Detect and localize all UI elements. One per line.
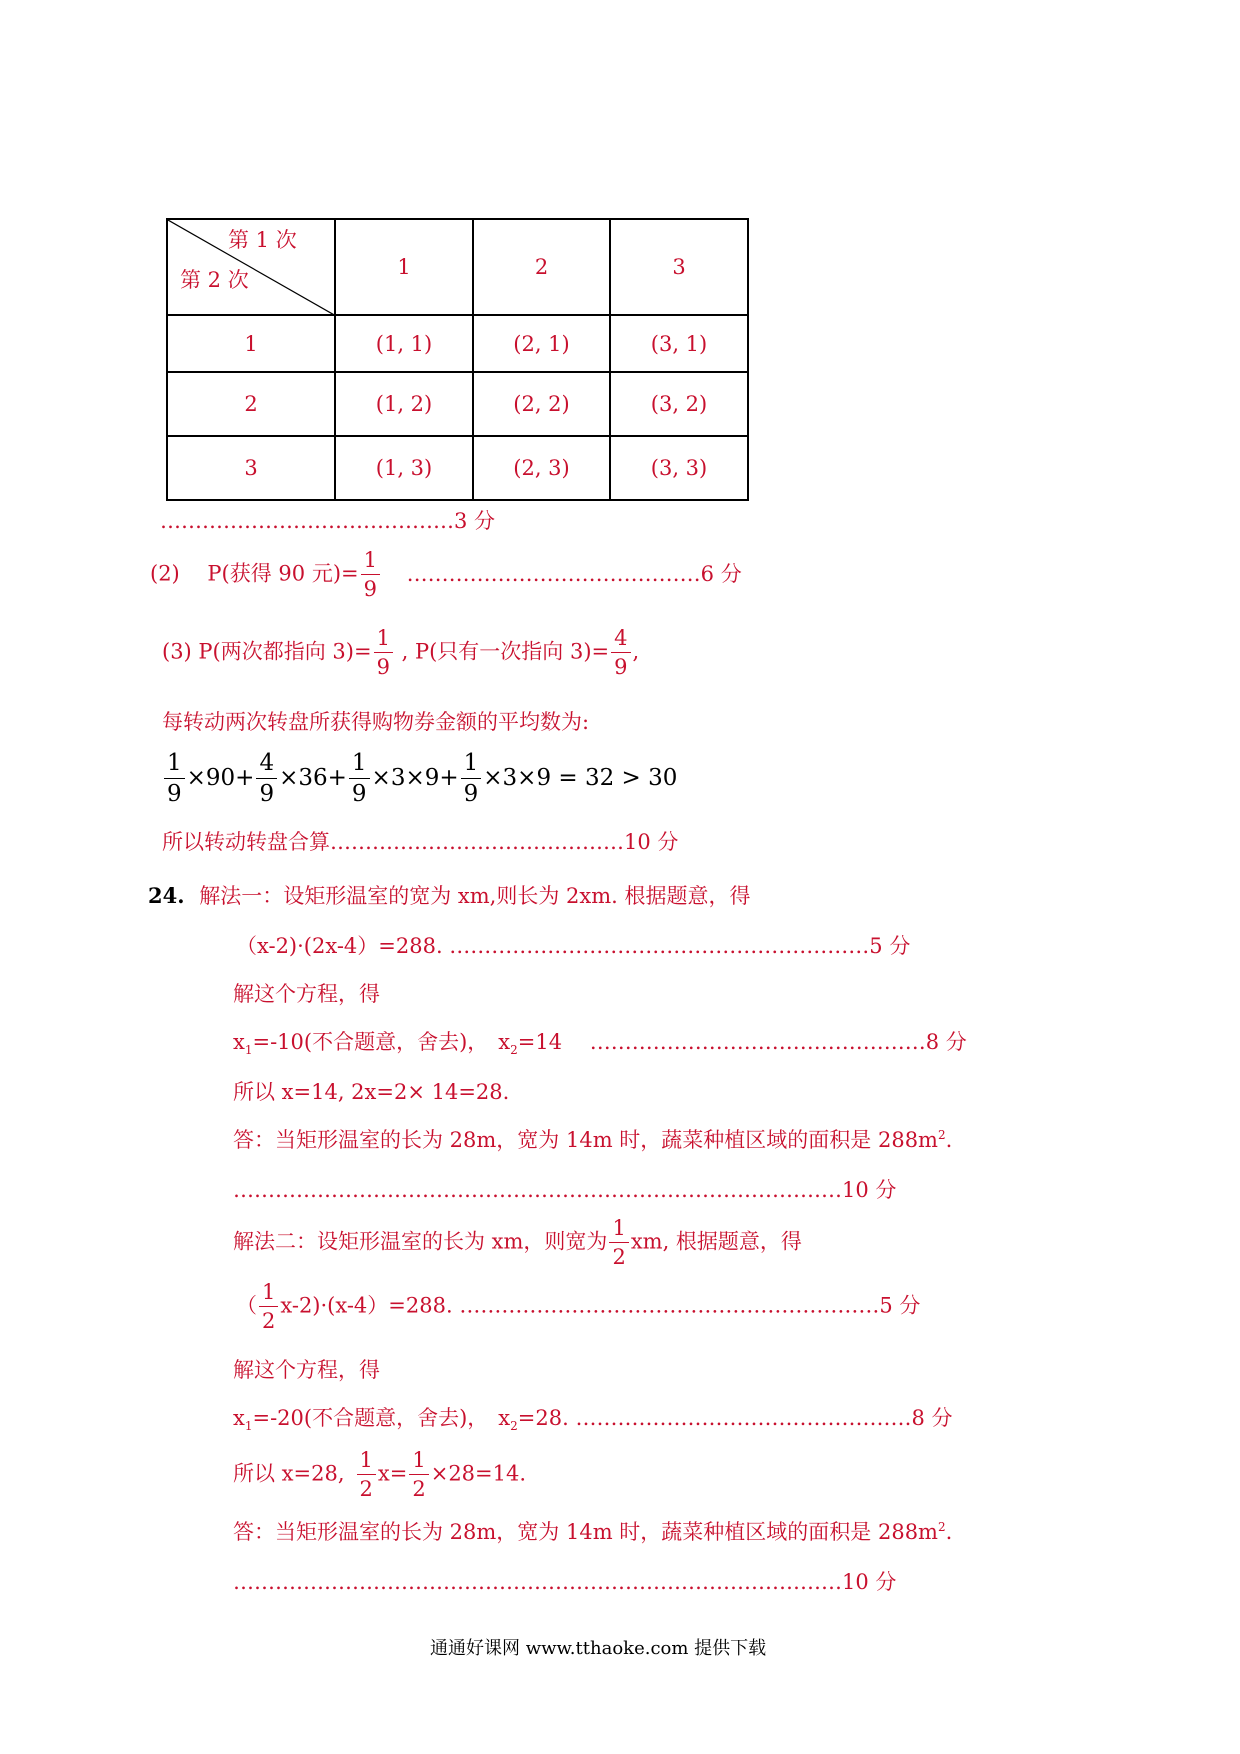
so-text: 所以 x=28,: [233, 1461, 345, 1486]
table-cell: (3, 2): [610, 372, 748, 436]
score-10b: ……………………………………………………………………………10 分: [233, 1570, 897, 1594]
var-x2: x: [498, 1030, 511, 1054]
table-row: [167, 315, 748, 372]
row-header: 3: [167, 436, 335, 500]
superscript: 2: [937, 1128, 946, 1142]
var-x2: x: [498, 1406, 511, 1430]
method1-intro: 解法一：设矩形温室的宽为 xm,则长为 2xm. 根据题意，得: [199, 884, 751, 908]
subscript: 1: [244, 1419, 253, 1434]
part3-p1: (3) P(两次都指向 3)=: [162, 639, 372, 664]
table-row: [167, 372, 748, 436]
part2-line: [150, 550, 742, 600]
table-cell: (2, 1): [473, 315, 610, 372]
so-mid: x=: [377, 1461, 408, 1486]
fraction: $\frac{1}{2}$: [609, 1218, 628, 1268]
so-2: [233, 1450, 526, 1500]
question-number: 24.: [148, 883, 185, 908]
roots-1: [233, 1026, 967, 1057]
row-header: 2: [167, 372, 335, 436]
fraction: $\frac{1}{9}$: [361, 550, 380, 600]
fraction: $\frac{1}{2}$: [357, 1450, 376, 1500]
outcome-table: [166, 218, 749, 501]
comma: ,: [632, 639, 640, 664]
answer-2: [233, 1516, 952, 1546]
formula-term: ×3×9+: [371, 765, 459, 791]
subscript: 2: [510, 1419, 518, 1434]
root-x1: =-20(不合题意，舍去)，: [252, 1406, 489, 1430]
root-x2: =28. …………………………………………8 分: [517, 1406, 953, 1430]
score-3: ……………………………………3 分: [160, 509, 496, 533]
root-x2: =14 …………………………………………8 分: [517, 1030, 967, 1054]
method2-intro: [233, 1218, 802, 1268]
subscript: 1: [244, 1043, 253, 1058]
so-1: 所以 x=14, 2x=2× 14=28.: [233, 1080, 510, 1104]
so-end: ×28=14.: [430, 1461, 527, 1486]
col-header: 2: [473, 219, 610, 315]
fraction: $\frac{1}{2}$: [259, 1282, 278, 1332]
fraction: $\frac{1}{2}$: [409, 1450, 428, 1500]
subscript: 2: [510, 1043, 518, 1058]
col-header: 3: [610, 219, 748, 315]
footer-text: 通通好课网 www.tthaoke.com 提供下载: [430, 1638, 767, 1659]
answer-text: 答：当矩形温室的长为 28m，宽为 14m 时，蔬菜种植区域的面积是 288m: [233, 1128, 938, 1152]
fraction: $\frac{1}{9}$: [461, 752, 482, 806]
table-cell: (2, 2): [473, 372, 610, 436]
fraction: $\frac{4}{9}$: [611, 628, 630, 678]
var-x1: x: [233, 1030, 245, 1054]
table-cell: (3, 1): [610, 315, 748, 372]
fraction: $\frac{1}{9}$: [374, 628, 393, 678]
method2-text-end: xm, 根据题意，得: [630, 1229, 802, 1254]
q24-intro-line: [148, 880, 750, 910]
formula-term: ×90+: [186, 765, 255, 791]
table-cell: (1, 3): [335, 436, 473, 500]
average-formula: [162, 752, 677, 806]
paren: （: [236, 1293, 257, 1318]
average-text: 每转动两次转盘所获得购物券金额的平均数为:: [162, 710, 590, 734]
table-cell: (2, 3): [473, 436, 610, 500]
solve-text-2: 解这个方程，得: [233, 1358, 380, 1382]
answer-1: [233, 1124, 952, 1154]
answer-text: 答：当矩形温室的长为 28m，宽为 14m 时，蔬菜种植区域的面积是 288m: [233, 1520, 938, 1544]
table-cell: (3, 3): [610, 436, 748, 500]
header-second-spin: 第 2 次: [180, 268, 249, 292]
var-x1: x: [233, 1406, 245, 1430]
equation-1: （x-2)·(2x-4）=288. ……………………………………………………5 分: [236, 934, 911, 958]
conclusion-line: 所以转动转盘合算……………………………………10 分: [162, 830, 679, 854]
col-header: 1: [335, 219, 473, 315]
score-10a: ……………………………………………………………………………10 分: [233, 1178, 897, 1202]
equation-rest: x-2)·(x-4）=288. ……………………………………………………5 分: [280, 1293, 921, 1318]
roots-2: [233, 1402, 953, 1433]
separator: ,: [394, 639, 415, 664]
fraction: $\frac{1}{9}$: [349, 752, 370, 806]
table-cell: (1, 1): [335, 315, 473, 372]
equation-2: [236, 1282, 920, 1332]
period: .: [945, 1128, 953, 1152]
formula-term: ×36+: [279, 765, 347, 791]
part3-p2: P(只有一次指向 3)=: [414, 639, 610, 664]
fraction: $\frac{1}{9}$: [164, 752, 185, 806]
fraction: $\frac{4}{9}$: [256, 752, 277, 806]
part2-prefix: (2) P(获得 90 元)=: [150, 561, 359, 586]
row-header: 1: [167, 315, 335, 372]
method2-text: 解法二：设矩形温室的长为 xm，则宽为: [233, 1229, 608, 1254]
table-cell: (1, 2): [335, 372, 473, 436]
part3-line: [162, 628, 639, 678]
solve-text-1: 解这个方程，得: [233, 982, 380, 1006]
root-x1: =-10(不合题意，舍去)，: [252, 1030, 489, 1054]
formula-term: ×3×9 = 32 > 30: [483, 765, 678, 791]
table-row: [167, 436, 748, 500]
superscript: 2: [937, 1520, 946, 1534]
table-corner-cell: [167, 219, 335, 315]
period: .: [945, 1520, 953, 1544]
header-first-spin: 第 1 次: [228, 228, 297, 252]
score-6: ……………………………………6 分: [406, 561, 742, 586]
